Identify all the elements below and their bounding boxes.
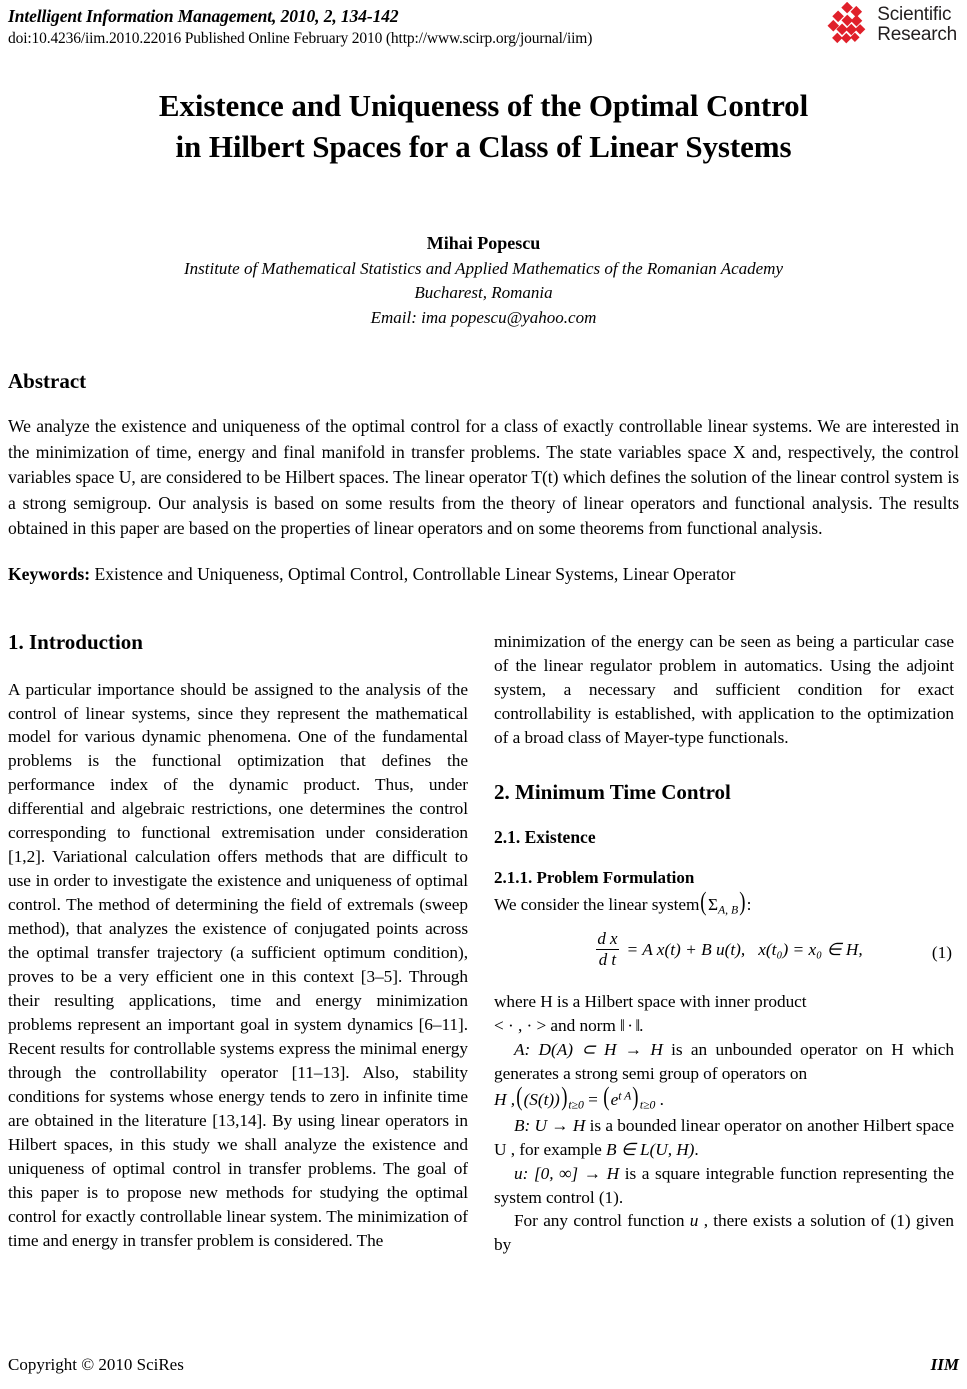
open-paren-glyph: ( xyxy=(700,886,707,916)
publisher-logo xyxy=(826,2,957,48)
solution-existence-paragraph xyxy=(494,1209,954,1257)
paper-title xyxy=(69,86,899,168)
author-name: Mihai Popescu xyxy=(426,232,541,253)
introduction-paragraph-continued: minimization of the energy can be seen as being a particular case of the linear regulator problem in automatics. Using the adjoint system, a necessary and sufficient condition for exact controllability is established, with application to the optimization of a broad class of Mayer-type functionals. xyxy=(494,632,954,748)
operator-A-definition: A: D(A) ⊂ H → H xyxy=(514,1040,663,1060)
exp-close-paren: ) xyxy=(632,1082,639,1112)
keywords-value: Existence and Uniqueness, Optimal Control, Controllable Linear Systems, Linear Operator xyxy=(90,563,736,584)
introduction-paragraph: A particular importance should be assigned to the analysis of the control of linear systems, since they represent the mathematical model for various dynamic phenomena. One of the fundamental problems is the functional optimization that defines the performance index of the dynamic product. Thus, under differential and algebraic restrictions, one determines the control corresponding to functional extremisation under consideration [1,2]. Variational calculation offers methods that are difficult to use in order to investigate the existence and uniqueness of optimal control. The method of determining the field of extremals (sweep method), that analyzes the existence of conjugated points across the optimal transfer trajectory (a sufficient optimum condition), proves to be a very efficient one in this context [3–5]. Through their resulting applications, time and energy minimization problems represent an important goal in system dynamics [6–11]. Recent results for controllable systems express the minimal energy through the controllability operator [11–13]. Also, stability conditions for systems whose energy tends to zero in infinite time are obtained in the literature [13,14]. By using linear operators in Hilbert spaces, in this study we shall analyze the existence and uniqueness of optimal control in transfer problems. The goal of this paper is to propose new methods for studying the optimal control for exactly controllable linear system. The minimization of time and energy in transfer problem is considered. The xyxy=(8,679,468,1250)
paper-title-line-2: in Hilbert Spaces for a Class of Linear Systems xyxy=(175,128,792,164)
inner-product-norm-line xyxy=(494,1014,954,1038)
semigroup-index-2: t≥0 xyxy=(639,1098,656,1112)
author-city-country: Bucharest, Romania xyxy=(414,283,553,303)
operator-A-description: is an unbounded operator on H which generates a strong semi group of operators on xyxy=(494,1040,954,1084)
body-columns xyxy=(8,630,959,1257)
norm-period: . xyxy=(639,1016,644,1036)
logo-text-line2: Research xyxy=(877,24,957,45)
scientific-research-diamond-logo-icon xyxy=(826,2,872,48)
abstract-heading: Abstract xyxy=(8,368,87,393)
equation-1-row xyxy=(494,930,954,969)
journal-abbreviation: IIM xyxy=(930,1355,959,1374)
journal-title: Intelligent Information Management xyxy=(8,6,273,26)
semigroup-equals: = xyxy=(583,1090,603,1110)
sigma-subscript: A, B xyxy=(718,903,739,917)
equation-1 xyxy=(494,930,954,976)
norm-connector-text: and norm xyxy=(546,1016,621,1036)
logo-text-line1: Scientific xyxy=(877,3,952,25)
author-block xyxy=(8,230,959,331)
linear-system-intro-line xyxy=(494,886,954,919)
semigroup-S-of-t: (S(t)) xyxy=(523,1090,560,1110)
semigroup-formula-line xyxy=(494,1082,954,1114)
semigroup-index-1: t≥0 xyxy=(568,1098,584,1112)
operator-B-description: is a bounded linear operator on another Hilbert space U , for example xyxy=(494,1115,954,1159)
control-function-u-description: is a square integrable function representing the system control (1). xyxy=(494,1163,954,1207)
section-heading-minimum-time-control: 2. Minimum Time Control xyxy=(494,780,731,805)
exp-exponent-tA: t A xyxy=(618,1089,632,1103)
semigroup-period: . xyxy=(655,1090,664,1110)
subsubsection-heading-problem-formulation: 2.1.1. Problem Formulation xyxy=(494,868,695,888)
operator-B-definition: B: U → H xyxy=(514,1115,586,1135)
email-value: : ima popescu@yahoo.com xyxy=(411,308,597,328)
equation-1-rhs: = A x(t) + B u(t), xyxy=(626,939,746,959)
semigroup-open-paren: ( xyxy=(516,1082,523,1112)
abstract-text: We analyze the existence and uniqueness of the optimal control for a class of exactly controllable linear systems. We are interested in the minimization of time, energy and final manifold in transfer problems. The state variables space X and, respectively, the control variables space U, are considered to be Hilbert spaces. The linear operator T(t) which defines the solution of the linear control system is a strong semigroup. Our analysis is based on some results from the theory of linear operators and functional analysis. The results obtained in this paper are based on the properties of linear operators and on some theorems from functional analysis. xyxy=(8,415,959,539)
norm-inner-dot: · xyxy=(623,1016,636,1036)
keywords-label: Keywords: xyxy=(8,563,91,584)
page-footer xyxy=(8,1355,959,1375)
semigroup-close-paren: ) xyxy=(560,1082,568,1112)
control-function-u-definition: u: [0, ∞] → H xyxy=(514,1163,620,1183)
paper-title-line-1: Existence and Uniqueness of the Optimal Control xyxy=(158,88,809,123)
hilbert-space-definition-line xyxy=(494,990,954,1014)
keywords-line xyxy=(8,562,959,588)
publisher-logo-text xyxy=(877,5,957,46)
derivative-fraction xyxy=(594,930,620,969)
author-affiliation: Institute of Mathematical Statistics and Applied Mathematics of the Romanian Academy xyxy=(183,258,783,278)
subsection-heading-existence: 2.1. Existence xyxy=(494,827,596,848)
right-column xyxy=(494,630,954,1257)
copyright-notice: Copyright © 2010 SciRes xyxy=(8,1355,184,1374)
equation-1-number: (1) xyxy=(931,943,952,963)
solution-prefix-text: For any control function xyxy=(514,1211,690,1231)
exp-open-paren: ( xyxy=(603,1082,610,1112)
author-email-line xyxy=(8,306,959,331)
fraction-denominator: d t xyxy=(596,949,619,969)
masthead xyxy=(8,0,959,60)
linear-system-intro-prefix: We consider the linear system xyxy=(494,894,700,914)
control-variable-u: u xyxy=(689,1211,699,1231)
linear-system-intro-suffix: : xyxy=(746,894,752,914)
left-column xyxy=(8,630,468,1257)
solution-suffix-text: , there exists a solution of (1) given by xyxy=(494,1211,954,1255)
operator-A-paragraph xyxy=(494,1038,954,1086)
exp-base-e: e xyxy=(610,1090,619,1110)
email-label: Email xyxy=(370,308,412,328)
doi-line: doi:10.4236/iim.2010.22016 Published Online February 2010 (http://www.scirp.org/journal/iim) xyxy=(8,29,593,47)
abstract-section xyxy=(8,369,959,588)
journal-citation-line xyxy=(8,3,959,28)
equation-1-initial-condition: x(t₀) = x₀ ∈ H, xyxy=(758,939,863,959)
operator-B-period: . xyxy=(694,1139,699,1159)
inner-product-symbol: < · , · > xyxy=(494,1016,547,1036)
where-clause-text: where H is a Hilbert space with inner product xyxy=(494,992,807,1012)
operator-B-membership: B ∈ L(U, H) xyxy=(605,1139,695,1159)
section-heading-introduction: 1. Introduction xyxy=(8,630,143,655)
operator-B-paragraph xyxy=(494,1114,954,1162)
journal-volume-pages: , 2010, 2, 134-142 xyxy=(272,6,399,26)
semigroup-H-symbol: H , xyxy=(494,1090,515,1110)
close-paren-glyph: ) xyxy=(739,886,746,916)
norm-symbol: ‖ · ‖ xyxy=(620,1016,640,1036)
sigma-symbol: Σ xyxy=(708,894,719,914)
fraction-numerator: d x xyxy=(597,929,618,949)
control-function-u-paragraph xyxy=(494,1162,954,1210)
